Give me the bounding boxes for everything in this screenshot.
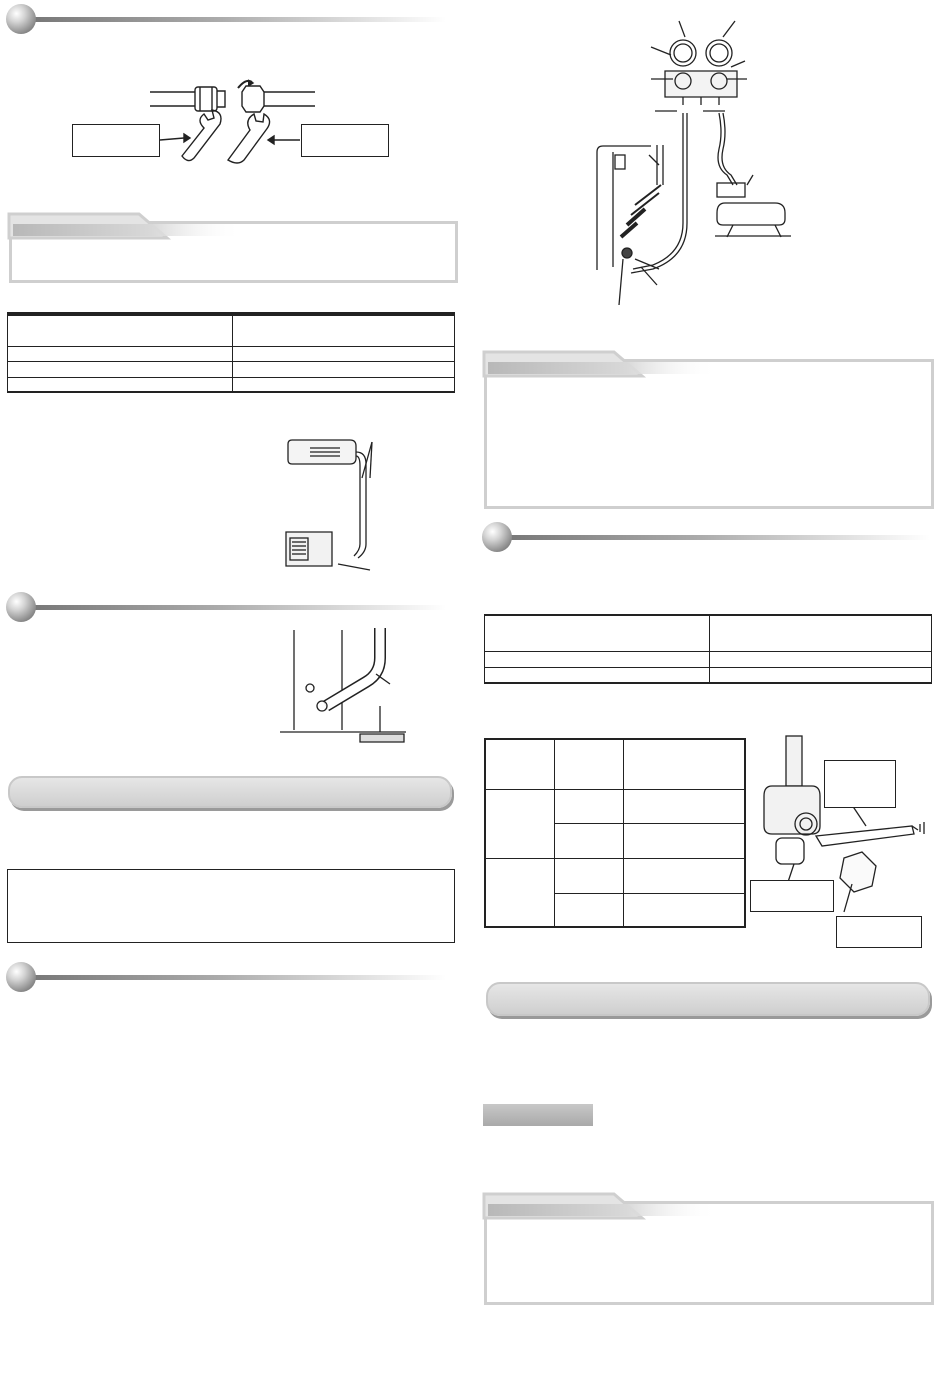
section-header-2 xyxy=(6,592,446,624)
flare-nut-icon xyxy=(195,87,217,111)
label-box-spanner xyxy=(72,124,160,157)
section-banner-1 xyxy=(8,776,452,808)
section-rule xyxy=(28,975,446,980)
torque-table xyxy=(484,614,932,684)
section-header-1 xyxy=(6,4,446,36)
caution-frame-1 xyxy=(9,221,458,283)
valve-cap-icon xyxy=(840,852,876,892)
vacuum-pump-figure xyxy=(585,15,805,315)
label-box-hex-wrench xyxy=(824,760,896,808)
caution-tab xyxy=(484,348,724,376)
section-header-3 xyxy=(6,962,446,994)
note-box-1 xyxy=(7,869,455,943)
section-sphere-icon xyxy=(6,962,36,992)
unit-piping-figure xyxy=(280,432,390,582)
grey-label-block xyxy=(483,1104,593,1126)
label-box-valve xyxy=(750,880,834,912)
label-box-torque-wrench xyxy=(301,124,389,157)
pipe-insulation-figure xyxy=(280,628,410,743)
service-valve-icon xyxy=(764,736,820,882)
wrench-icon xyxy=(182,110,221,161)
vacuum-pump-icon xyxy=(715,175,791,237)
section-sphere-icon xyxy=(482,522,512,552)
caution-tab xyxy=(484,1190,724,1218)
valve-table xyxy=(484,738,746,928)
caution-tab xyxy=(9,210,249,238)
section-rule xyxy=(28,17,446,22)
section-banner-2 xyxy=(486,982,930,1016)
torque-wrench-icon xyxy=(228,114,270,163)
section-header-4 xyxy=(482,522,930,554)
caution-frame-3 xyxy=(484,1201,934,1305)
manifold-gauge-icon xyxy=(665,40,737,105)
hex-wrench-icon xyxy=(816,826,914,846)
pipe-table-1 xyxy=(7,312,455,393)
section-rule xyxy=(28,605,446,610)
caution-frame-2 xyxy=(484,359,934,509)
section-sphere-icon xyxy=(6,592,36,622)
label-box-cap xyxy=(836,916,922,948)
section-rule xyxy=(504,535,930,540)
section-sphere-icon xyxy=(6,4,36,34)
outdoor-unit-icon xyxy=(286,532,332,566)
